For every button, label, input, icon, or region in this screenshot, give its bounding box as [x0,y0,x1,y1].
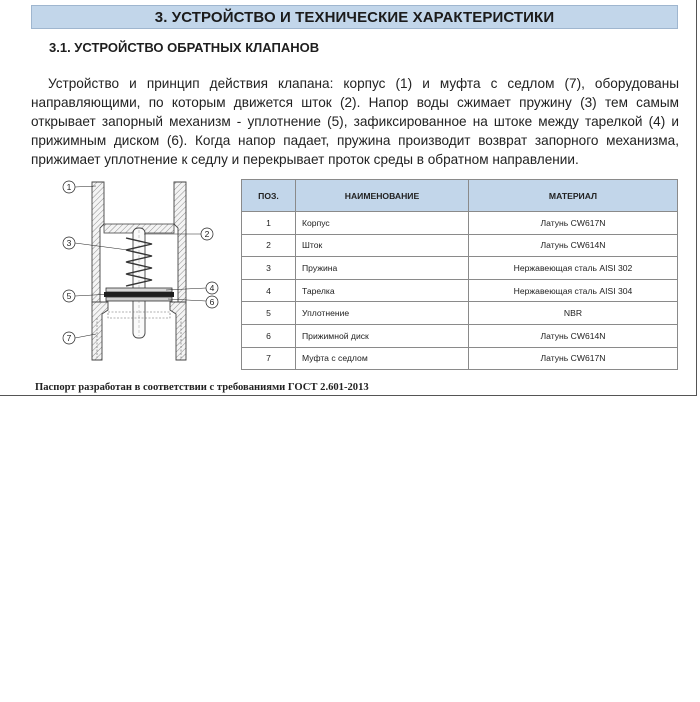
cell-material: Латунь CW614N [469,234,678,257]
cell-pos: 5 [242,302,296,325]
subsection-title: 3.1. УСТРОЙСТВО ОБРАТНЫХ КЛАПАНОВ [49,40,320,55]
table-row [242,324,678,347]
table-header-row [242,180,678,212]
svg-text:6: 6 [209,297,215,307]
cell-pos: 3 [242,257,296,280]
disc-plate [106,288,172,292]
table-row [242,212,678,235]
svg-text:2: 2 [204,229,210,239]
svg-text:4: 4 [209,283,215,293]
col-header-material: МАТЕРИАЛ [469,180,678,212]
cell-material: Нержавеющая сталь AISI 302 [469,257,678,280]
callout-6 [206,296,218,308]
col-header-name: НАИМЕНОВАНИЕ [296,180,469,212]
cell-pos: 2 [242,234,296,257]
description-paragraph: Устройство и принцип действия клапана: корпус (1) и муфта с седлом (7), оборудованы направляющими, по которым движется шток (2). Напор воды сжимает пружину (3) тем самым открывает запорный механизм - уплотнение (5), зафиксированное на штоке между тарелкой (4) и прижимным диском (6). Когда напор падает, пружина производит возврат запорного механизма, прижимает уплотнение к седлу и перекрывает проток среды в обратном направлении. [31,76,679,167]
valve-body-left-wall [92,182,104,302]
cell-name: Прижимной диск [296,324,469,347]
cell-material: Латунь CW614N [469,324,678,347]
cell-material: NBR [469,302,678,325]
cell-name: Корпус [296,212,469,235]
col-header-pos: ПОЗ. [242,180,296,212]
pressure-disc [106,297,172,301]
cell-material: Латунь CW617N [469,347,678,370]
table-row [242,302,678,325]
cell-pos: 6 [242,324,296,347]
svg-text:5: 5 [66,291,72,301]
callout-7 [63,332,75,344]
cell-name: Уплотнение [296,302,469,325]
seal [104,292,174,297]
callout-1 [63,181,75,193]
seat-coupling-left [92,302,108,360]
cell-pos: 7 [242,347,296,370]
table-row [242,279,678,302]
callout-4 [206,282,218,294]
table-row [242,257,678,280]
cell-name: Тарелка [296,279,469,302]
thread-lines-top [98,185,180,222]
parts-table [241,179,678,370]
section-title: 3. УСТРОЙСТВО И ТЕХНИЧЕСКИЕ ХАРАКТЕРИСТИКИ [154,8,555,26]
table-row [242,234,678,257]
cell-material: Нержавеющая сталь AISI 304 [469,279,678,302]
cell-name: Шток [296,234,469,257]
cell-pos: 4 [242,279,296,302]
svg-text:7: 7 [66,333,72,343]
svg-text:1: 1 [66,182,72,192]
section-banner [31,5,678,29]
standard-footnote: Паспорт разработан в соответствии с требованиями ГОСТ 2.601-2013 [35,382,369,393]
cell-material: Латунь CW617N [469,212,678,235]
valve-cross-section-diagram [56,172,226,372]
valve-body-right-wall [174,182,186,302]
cell-name: Муфта с седлом [296,347,469,370]
callout-2 [201,228,213,240]
callout-3 [63,237,75,249]
callout-5 [63,290,75,302]
seat-coupling-right [170,302,186,360]
cell-name: Пружина [296,257,469,280]
svg-text:3: 3 [66,238,72,248]
table-row [242,347,678,370]
cell-pos: 1 [242,212,296,235]
